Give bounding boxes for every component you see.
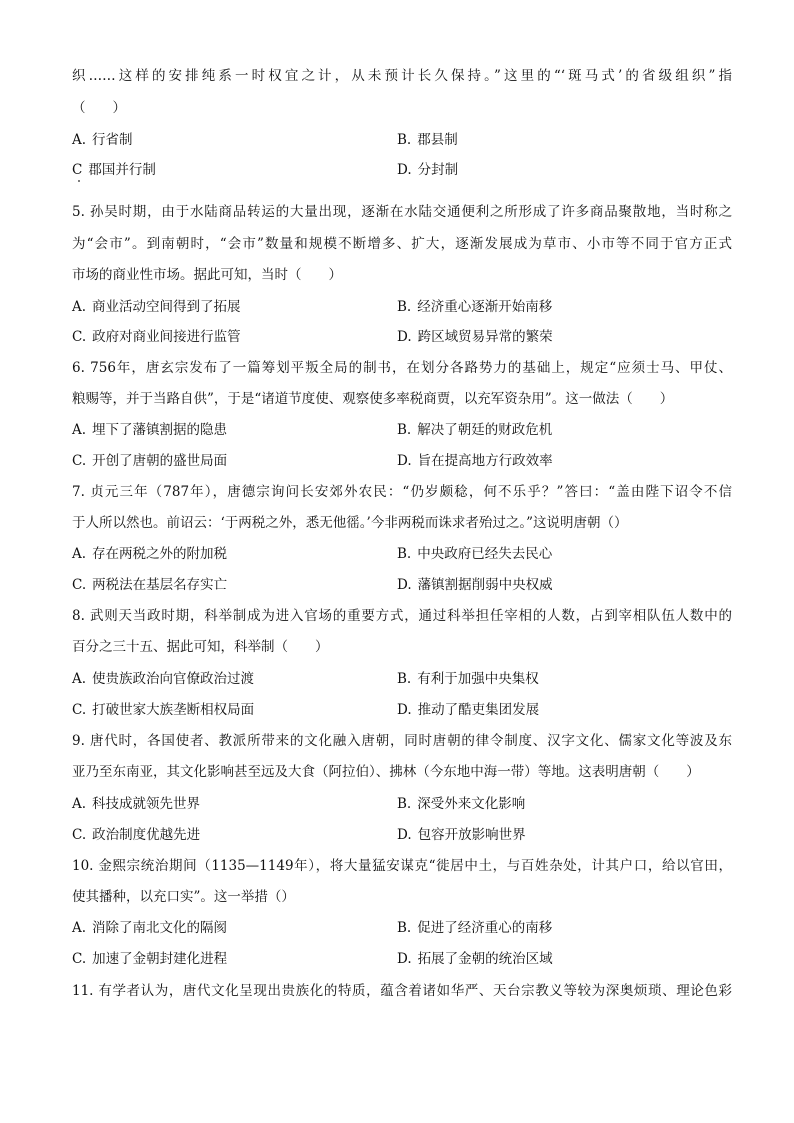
question-7-line: 于人所以然也。前诏云：‘于两税之外，悉无他徭。’今非两税而诛求者殆过之。”这说明唐朝（） (72, 515, 628, 531)
question-9-line: 亚乃至东南亚，其文化影响甚至远及大食（阿拉伯）、拂林（今东地中海一带）等地。这表明唐朝（ ） (72, 764, 700, 780)
question-11-line: 11. 有学者认为，唐代文化呈现出贵族化的特质，蕴含着诸如华严、天台宗教义等较为深奥烦琐、理论色彩 (72, 983, 732, 999)
option-text: 郡县制 (417, 132, 458, 148)
option-text: 有利于加强中央集权 (417, 671, 539, 687)
option-text: 行省制 (92, 132, 133, 148)
question-9-line: 9. 唐代时，各国使者、教派所带来的文化融入唐朝，同时唐朝的律令制度、汉字文化、儒家文化等波及东 (72, 733, 732, 749)
option-key: C (72, 162, 83, 178)
option-a (72, 297, 241, 317)
option-key: A. (72, 299, 87, 315)
option-text: 存在两税之外的附加税 (92, 546, 228, 562)
option-d (397, 451, 553, 471)
option-b (397, 794, 525, 814)
question-10-line: 使其播种，以充口实”。这一举措（） (72, 889, 295, 905)
option-key: B. (397, 299, 412, 315)
option-text: 科技成就领先世界 (92, 796, 201, 812)
option-text: 促进了经济重心的南移 (417, 920, 553, 936)
option-key: B. (397, 796, 412, 812)
option-text: 分封制 (417, 162, 459, 178)
option-text: 中央政府已经失去民心 (417, 546, 553, 562)
question-10-line: 10. 金熙宗统治期间（1135—1149年），将大量猛安谋克“徙居中土，与百姓杂处，计其户口，给以官田， (72, 858, 732, 874)
option-text: 经济重心逐渐开始南移 (417, 299, 553, 315)
option-text: 拓展了金朝的统治区域 (417, 951, 553, 967)
option-key: D. (397, 329, 412, 345)
option-a (72, 669, 254, 689)
option-b (397, 420, 552, 440)
option-text: 政府对商业间接进行监管 (92, 329, 241, 345)
option-c (72, 160, 156, 180)
option-c (72, 575, 227, 595)
question-8-line: 8. 武则天当政时期，科举制成为进入官场的重要方式，通过科举担任宰相的人数，占到宰相队伍人数中的 (72, 608, 732, 624)
option-key: C. (72, 951, 87, 967)
option-key: D. (397, 162, 412, 178)
option-key: D. (397, 702, 412, 718)
option-key: D. (397, 577, 412, 593)
question-6-line: 粮赐等，并于当路自供”，于是“诸道节度使、观察使多率税商贾，以充军资杂用”。这一做法（ ） (72, 391, 674, 407)
option-text: 跨区域贸易异常的繁荣 (417, 329, 553, 345)
option-c (72, 949, 227, 969)
option-d (397, 575, 553, 595)
stray-mark (78, 180, 80, 182)
question-5-line: 为“会市”。到南朝时，“会市”数量和规模不断增多、扩大，逐渐发展成为草市、小市等不同于官方正式 (72, 236, 732, 252)
option-key: A. (72, 796, 87, 812)
option-key: B. (397, 546, 412, 562)
option-key: D. (397, 827, 412, 843)
option-c (72, 700, 254, 720)
option-key: C. (72, 702, 87, 718)
option-key: A. (72, 546, 87, 562)
option-key: A. (72, 920, 87, 936)
option-text: 两税法在基层名存实亡 (92, 577, 228, 593)
option-a (72, 420, 227, 440)
option-key: B. (397, 422, 412, 438)
option-key: C. (72, 827, 87, 843)
answer-blank: （ ） (72, 100, 126, 116)
option-text: 郡国并行制 (88, 162, 156, 178)
option-key: C. (72, 453, 87, 469)
option-key: B. (397, 920, 412, 936)
option-d (397, 160, 458, 180)
option-key: B. (397, 132, 412, 148)
option-d (397, 327, 553, 347)
option-text: 商业活动空间得到了拓展 (92, 299, 241, 315)
option-text: 打破世家大族垄断相权局面 (92, 702, 255, 718)
option-text: 消除了南北文化的隔阂 (92, 920, 228, 936)
question-text-line: 织……这样的安排纯系一时权宜之计，从未预计长久保持。”这里的“‘斑马式’的省级组织”指 (72, 68, 732, 84)
option-key: A. (72, 132, 87, 148)
option-b (397, 297, 552, 317)
option-b (397, 544, 552, 564)
option-c (72, 451, 227, 471)
option-key: C. (72, 329, 87, 345)
option-text: 解决了朝廷的财政危机 (417, 422, 553, 438)
option-key: D. (397, 453, 412, 469)
option-a (72, 918, 227, 938)
option-text: 推动了酷吏集团发展 (417, 702, 540, 718)
option-b (397, 669, 539, 689)
option-text: 包容开放影响世界 (417, 827, 526, 843)
option-key: B. (397, 671, 412, 687)
option-b (397, 130, 458, 150)
option-text: 深受外来文化影响 (417, 796, 526, 812)
option-text: 使贵族政治向官僚政治过渡 (92, 671, 255, 687)
option-d (397, 825, 526, 845)
option-key: A. (72, 671, 87, 687)
option-text: 藩镇割据削弱中央权威 (417, 577, 553, 593)
option-text: 开创了唐朝的盛世局面 (92, 453, 228, 469)
question-5-line: 5. 孙吴时期，由于水陆商品转运的大量出现，逐渐在水陆交通便利之所形成了许多商品聚散地，当时称之 (72, 204, 732, 220)
option-key: D. (397, 951, 412, 967)
option-b (397, 918, 552, 938)
option-d (397, 700, 539, 720)
question-5-line: 市场的商业性市场。据此可知，当时（ ） (72, 267, 342, 283)
option-d (397, 949, 553, 969)
question-8-line: 百分之三十五、据此可知，科举制（ ） (72, 639, 329, 655)
option-c (72, 825, 200, 845)
option-key: C. (72, 577, 87, 593)
option-text: 加速了金朝封建化进程 (92, 951, 228, 967)
option-text: 旨在提高地方行政效率 (417, 453, 553, 469)
question-6-line: 6. 756年，唐玄宗发布了一篇筹划平叛全局的制书，在划分各路势力的基础上，规定“应须士马、甲仗、 (72, 360, 732, 376)
option-a (72, 130, 133, 150)
option-c (72, 327, 241, 347)
option-a (72, 794, 200, 814)
option-text: 政治制度优越先进 (92, 827, 201, 843)
option-text: 埋下了藩镇割据的隐患 (92, 422, 228, 438)
question-7-line: 7. 贞元三年（787年），唐德宗询问长安郊外农民：“仍岁颇稔，何不乐乎？”答曰：“盖由陛下诏令不信 (72, 484, 732, 500)
option-key: A. (72, 422, 87, 438)
option-a (72, 544, 227, 564)
